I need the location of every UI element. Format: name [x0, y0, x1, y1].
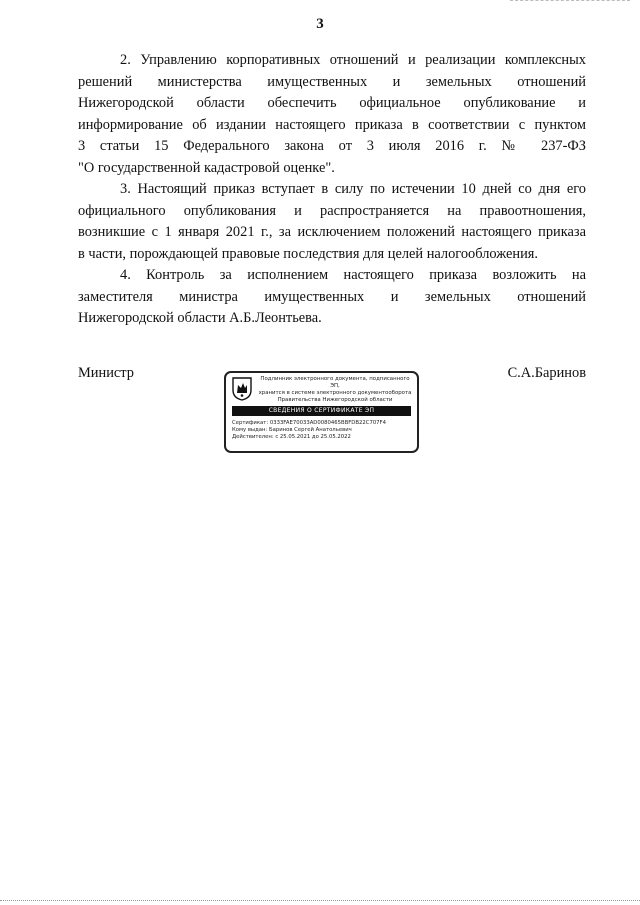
- certificate-value: 0333FAE70033AD0080465BBFDB22C707F4: [269, 420, 386, 426]
- stamp-certificate-bar: СВЕДЕНИЯ О СЕРТИФИКАТЕ ЭП: [232, 406, 411, 416]
- paragraph-4: [78, 265, 586, 330]
- validity-row: [232, 434, 412, 441]
- owner-value: Баринов Сергей Анатольевич: [268, 427, 352, 433]
- stamp-header-line: Подлинник электронного документа, подписанного ЭП,: [260, 376, 410, 389]
- scan-artifact-bottom: [0, 900, 640, 903]
- text-line: заместителя министра имущественных и земельных отношений: [78, 288, 586, 305]
- signer-title: Министр: [78, 365, 134, 381]
- stamp-header-line: Правительства Нижегородской области: [277, 397, 393, 403]
- signature-block: [78, 365, 586, 455]
- text-line: информирование об издании настоящего приказа в соответствии с пунктом: [78, 116, 586, 133]
- owner-label: Кому выдан:: [232, 427, 268, 433]
- owner-row: [232, 427, 412, 434]
- text-line: "О государственной кадастровой оценке".: [78, 159, 335, 176]
- scan-artifact-top: [510, 0, 630, 5]
- text-line: решений министерства имущественных и земельных отношений: [78, 73, 586, 90]
- text-line: возникшие с 1 января 2021 г., за исключением положений настоящего приказа: [78, 224, 586, 240]
- certificate-label: Сертификат:: [232, 420, 269, 426]
- stamp-header: [256, 376, 414, 404]
- certificate-row: [232, 420, 412, 427]
- text-line: Нижегородской области А.Б.Леонтьева.: [78, 310, 322, 326]
- stamp-certificate-info: [232, 420, 412, 441]
- text-line: официального опубликования и распространяется на правоотношения,: [78, 202, 586, 219]
- validity-value: с 25.05.2021 до 25.05.2022: [275, 434, 351, 440]
- text-line: Нижегородской области обеспечить официальное опубликование и: [78, 95, 586, 111]
- text-line: 3. Настоящий приказ вступает в силу по истечении 10 дней со дня его: [120, 181, 586, 197]
- validity-label: Действителен:: [232, 434, 274, 440]
- signer-name: С.А.Баринов: [507, 365, 586, 381]
- text-line: 2. Управлению корпоративных отношений и реализации комплексных: [120, 52, 586, 68]
- paragraph-3: [78, 179, 586, 265]
- coat-of-arms-icon: [232, 377, 252, 401]
- text-line: в части, порождающей правовые последствия для целей налогообложения.: [78, 245, 538, 262]
- electronic-signature-stamp: [224, 371, 419, 453]
- text-line: 3 статьи 15 Федерального закона от 3 июля 2016 г. № 237-ФЗ: [78, 138, 586, 154]
- paragraph-2: [78, 50, 586, 179]
- text-line: 4. Контроль за исполнением настоящего приказа возложить на: [120, 267, 586, 283]
- page-number: 3: [316, 16, 324, 32]
- stamp-header-line: хранится в системе электронного документооборота: [258, 390, 412, 396]
- order-body: [78, 50, 586, 330]
